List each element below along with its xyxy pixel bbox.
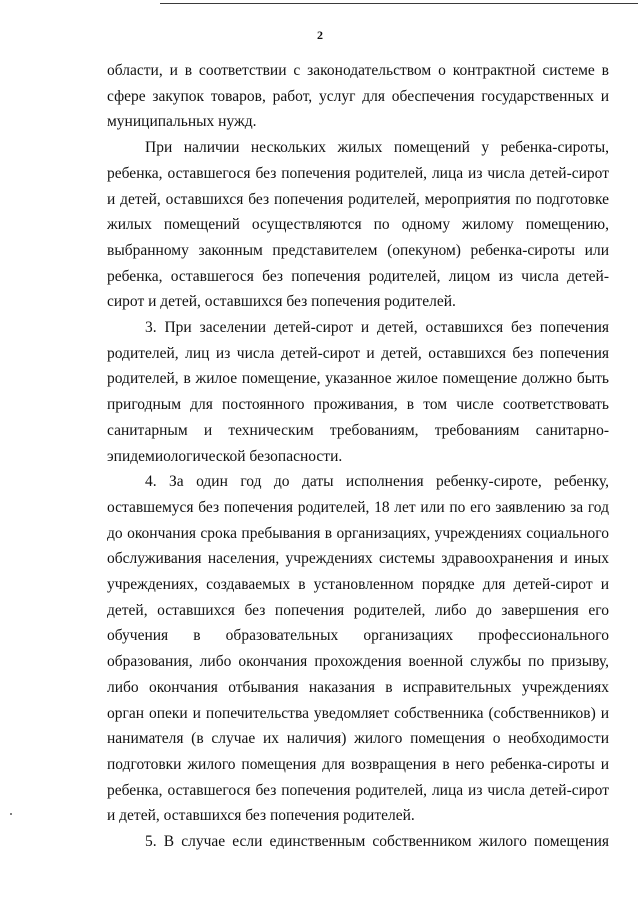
paragraph-clause-5: 5. В случае если единственным собственником жилого помещения [145, 833, 609, 851]
scan-speck [10, 813, 12, 815]
paragraph-clause-4: 4. За один год до даты исполнения ребенку-сироте, ребенку, оставшемуся без попечения родителей, 18 лет или по его заявлению за год до окончания срока пребывания в организациях, учреждениях социального обслуживания населения, учреждениях системы здравоохранения и иных учреждениях, создаваемых в установленном порядке для детей-сирот и детей, оставшихся без попечения родителей, либо до завершения его обучения в образовательных организациях профессионального образования, либо окончания прохождения военной службы по призыву, либо окончания отбывания наказания в исправительных учреждениях орган опеки и попечительства уведомляет собственника (собственников) и нанимателя (в случае их наличия) жилого помещения о необходимости подготовки жилого помещения для возвращения в него ребенка-сироты и ребенка, оставшегося без попечения родителей, лица из числа детей-сирот и детей, оставшихся без попечения родителей. [107, 473, 609, 825]
paragraph-continuation: области, и в соответствии с законодательством о контрактной системе в сфере закупок товаров, работ, услуг для обеспечения государственных и муниципальных нужд. [107, 62, 609, 131]
page-number: 2 [317, 28, 323, 42]
paragraph-multiple-dwellings: При наличии нескольких жилых помещений у ребенка-сироты, ребенка, оставшегося без попечения родителей, лица из числа детей-сирот и детей, оставшихся без попечения родителей, мероприятия по подготовке жилых помещений осуществляются по одному жилому помещению, выбранному законным представителем (опекуном) ребенка-сироты или ребенка, оставшегося без попечения родителей, лицом из числа детей-сирот и детей, оставшихся без попечения родителей. [107, 139, 609, 311]
paragraph-clause-3: 3. При заселении детей-сирот и детей, оставшихся без попечения родителей, лиц из числа детей-сирот и детей, оставшихся без попечения родителей, в жилое помещение, указанное жилое помещение должно быть пригодным для постоянного проживания, в том числе соответствовать санитарным и техническим требованиям, требованиям санитарно-эпидемиологической безопасности. [107, 319, 609, 465]
document-body [107, 58, 609, 855]
top-rule [160, 3, 638, 4]
